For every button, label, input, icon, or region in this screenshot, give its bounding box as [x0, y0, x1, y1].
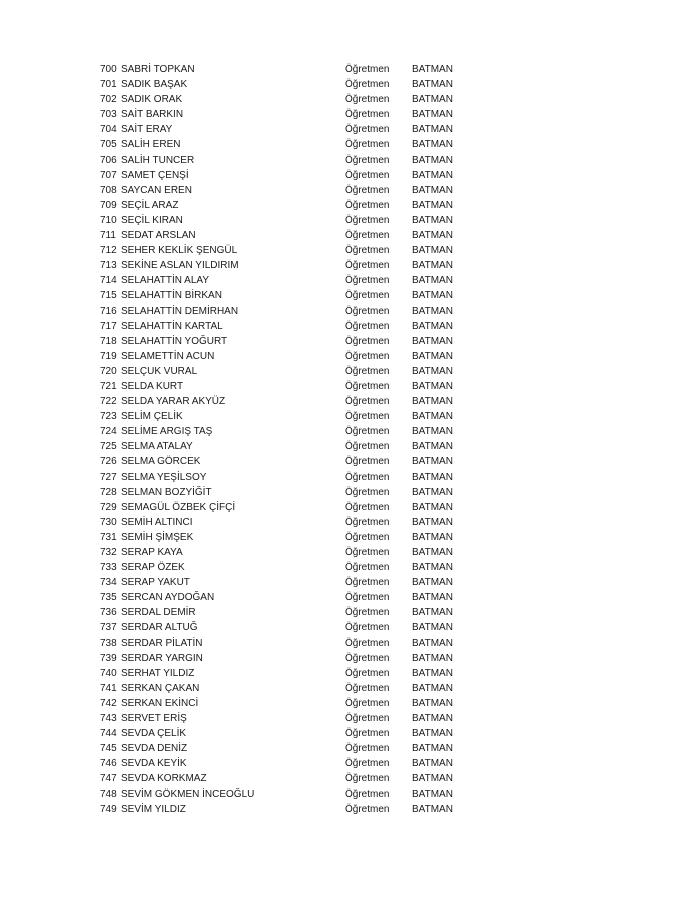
row-name: SERCAN AYDOĞAN [121, 592, 215, 604]
row-number: 714 [100, 275, 117, 287]
row-city: BATMAN [412, 486, 453, 498]
row-title: Öğretmen [345, 547, 390, 558]
row-city: BATMAN [412, 335, 453, 347]
row-number: 747 [100, 773, 117, 785]
row-number: 737 [100, 622, 117, 634]
row-city: BATMAN [412, 713, 453, 725]
row-title: Öğretmen [345, 501, 390, 513]
row-name: SEMAGÜL ÖZBEK ÇİFÇİ [121, 501, 236, 513]
row-name: SERDAR ALTUĞ [121, 622, 198, 634]
row-city: BATMAN [412, 109, 453, 121]
row-name: SEMİH ŞİMŞEK [121, 531, 194, 543]
table-row [100, 454, 470, 469]
row-name: SERAP KAYA [121, 547, 183, 558]
table-row [100, 107, 470, 122]
row-number: 716 [100, 305, 117, 317]
row-number: 749 [100, 803, 117, 815]
row-title: Öğretmen [345, 471, 390, 483]
row-number: 746 [100, 758, 117, 770]
row-number: 721 [100, 380, 117, 392]
row-name: SELDA YARAR AKYÜZ [121, 396, 226, 408]
row-title: Öğretmen [345, 380, 390, 392]
row-title: Öğretmen [345, 426, 390, 438]
row-number: 732 [100, 547, 117, 558]
row-number: 739 [100, 652, 117, 664]
row-name: SEÇİL ARAZ [121, 199, 179, 211]
row-title: Öğretmen [345, 94, 390, 106]
row-name: SELİME ARGIŞ TAŞ [121, 426, 213, 438]
row-title: Öğretmen [345, 456, 390, 468]
row-title: Öğretmen [345, 109, 390, 121]
table-row [100, 787, 470, 802]
table-row [100, 485, 470, 500]
table-row [100, 651, 470, 666]
table-row [100, 771, 470, 786]
table-row [100, 605, 470, 620]
row-title: Öğretmen [345, 441, 390, 453]
row-name: SEVDA KORKMAZ [121, 773, 207, 785]
row-title: Öğretmen [345, 697, 390, 709]
row-title: Öğretmen [345, 728, 390, 740]
row-title: Öğretmen [345, 562, 390, 574]
row-city: BATMAN [412, 622, 453, 634]
row-number: 725 [100, 441, 117, 453]
row-name: SALİH TUNCER [121, 154, 195, 166]
row-number: 701 [100, 79, 117, 91]
row-title: Öğretmen [345, 622, 390, 634]
row-city: BATMAN [412, 275, 453, 287]
row-title: Öğretmen [345, 335, 390, 347]
row-number: 744 [100, 728, 117, 740]
table-row [100, 153, 470, 168]
row-number: 728 [100, 486, 117, 498]
row-title: Öğretmen [345, 516, 390, 528]
row-number: 735 [100, 592, 117, 604]
row-name: SALİH EREN [121, 139, 181, 151]
row-city: BATMAN [412, 79, 453, 91]
row-name: SELAHATTİN BİRKAN [121, 290, 222, 302]
table-row [100, 409, 470, 424]
row-number: 724 [100, 426, 117, 438]
table-row [100, 319, 470, 334]
row-city: BATMAN [412, 396, 453, 408]
row-title: Öğretmen [345, 607, 390, 619]
row-name: SEÇİL KIRAN [121, 214, 183, 226]
row-number: 727 [100, 471, 117, 483]
row-number: 703 [100, 109, 117, 121]
row-number: 717 [100, 320, 117, 332]
row-city: BATMAN [412, 411, 453, 423]
row-city: BATMAN [412, 230, 453, 242]
row-title: Öğretmen [345, 652, 390, 664]
row-city: BATMAN [412, 169, 453, 181]
row-name: SERAP ÖZEK [121, 562, 185, 574]
row-number: 707 [100, 169, 117, 181]
row-city: BATMAN [412, 516, 453, 528]
row-city: BATMAN [412, 184, 453, 196]
row-city: BATMAN [412, 758, 453, 770]
row-title: Öğretmen [345, 305, 390, 317]
row-city: BATMAN [412, 637, 453, 649]
row-city: BATMAN [412, 592, 453, 604]
row-number: 740 [100, 667, 117, 679]
row-city: BATMAN [412, 788, 453, 800]
row-title: Öğretmen [345, 758, 390, 770]
row-name: SELİM ÇELİK [121, 411, 183, 423]
table-row [100, 620, 470, 635]
row-name: SELMA YEŞİLSOY [121, 471, 207, 483]
table-row [100, 258, 470, 273]
table-row [100, 379, 470, 394]
row-name: SELAHATTİN ALAY [121, 275, 209, 287]
row-title: Öğretmen [345, 245, 390, 257]
row-number: 738 [100, 637, 117, 649]
row-title: Öğretmen [345, 124, 390, 136]
row-city: BATMAN [412, 652, 453, 664]
table-row [100, 470, 470, 485]
row-city: BATMAN [412, 426, 453, 438]
row-city: BATMAN [412, 290, 453, 302]
row-title: Öğretmen [345, 154, 390, 166]
row-number: 742 [100, 697, 117, 709]
row-city: BATMAN [412, 365, 453, 377]
row-city: BATMAN [412, 697, 453, 709]
row-name: SABRİ TOPKAN [121, 64, 195, 75]
row-number: 723 [100, 411, 117, 423]
row-city: BATMAN [412, 531, 453, 543]
row-name: SEVDA DENİZ [121, 743, 188, 755]
row-name: SADIK BAŞAK [121, 79, 188, 91]
table-row [100, 92, 470, 107]
row-city: BATMAN [412, 260, 453, 272]
row-title: Öğretmen [345, 713, 390, 725]
row-name: SELAMETTİN ACUN [121, 350, 215, 362]
row-number: 743 [100, 713, 117, 725]
table-row [100, 424, 470, 439]
row-name: SEVİM GÖKMEN İNCEOĞLU [121, 788, 255, 800]
row-city: BATMAN [412, 380, 453, 392]
table-row [100, 213, 470, 228]
row-title: Öğretmen [345, 788, 390, 800]
row-name: SERKAN EKİNCİ [121, 697, 199, 709]
table-row [100, 711, 470, 726]
row-number: 733 [100, 562, 117, 574]
row-name: SAİT BARKIN [121, 109, 184, 121]
row-city: BATMAN [412, 154, 453, 166]
row-name: SAYCAN EREN [121, 184, 192, 196]
row-title: Öğretmen [345, 667, 390, 679]
row-city: BATMAN [412, 139, 453, 151]
row-title: Öğretmen [345, 214, 390, 226]
row-number: 730 [100, 516, 117, 528]
row-title: Öğretmen [345, 230, 390, 242]
row-city: BATMAN [412, 64, 453, 75]
row-city: BATMAN [412, 214, 453, 226]
row-title: Öğretmen [345, 260, 390, 272]
row-city: BATMAN [412, 199, 453, 211]
row-title: Öğretmen [345, 531, 390, 543]
table-row [100, 243, 470, 258]
table-row [100, 273, 470, 288]
row-number: 708 [100, 184, 117, 196]
row-name: SAMET ÇENŞİ [121, 169, 189, 181]
row-number: 715 [100, 290, 117, 302]
row-title: Öğretmen [345, 396, 390, 408]
row-title: Öğretmen [345, 199, 390, 211]
table-row [100, 228, 470, 243]
row-name: SELAHATTİN YOĞURT [121, 335, 228, 347]
row-city: BATMAN [412, 94, 453, 106]
row-number: 710 [100, 214, 117, 226]
row-name: SERHAT YILDIZ [121, 667, 195, 679]
row-number: 705 [100, 139, 117, 151]
table-row [100, 137, 470, 152]
row-city: BATMAN [412, 350, 453, 362]
row-number: 700 [100, 64, 117, 75]
row-city: BATMAN [412, 547, 453, 558]
table-row [100, 575, 470, 590]
table-row [100, 304, 470, 319]
row-name: SADIK ORAK [121, 94, 183, 106]
row-number: 731 [100, 531, 117, 543]
row-number: 748 [100, 788, 117, 800]
row-name: SERKAN ÇAKAN [121, 682, 200, 694]
table-row [100, 545, 470, 560]
row-number: 711 [100, 230, 116, 242]
table-row [100, 198, 470, 213]
row-city: BATMAN [412, 562, 453, 574]
row-title: Öğretmen [345, 64, 390, 75]
row-title: Öğretmen [345, 682, 390, 694]
row-number: 712 [100, 245, 117, 257]
row-name: SERVET ERİŞ [121, 713, 187, 725]
table-row [100, 334, 470, 349]
row-name: SEVİM YILDIZ [121, 803, 186, 815]
row-city: BATMAN [412, 441, 453, 453]
table-row [100, 500, 470, 515]
row-name: SEHER KEKLİK ŞENGÜL [121, 245, 238, 257]
row-title: Öğretmen [345, 350, 390, 362]
row-number: 726 [100, 456, 117, 468]
row-city: BATMAN [412, 245, 453, 257]
row-number: 741 [100, 682, 117, 694]
table-row [100, 62, 470, 77]
table-row [100, 636, 470, 651]
row-number: 745 [100, 743, 117, 755]
row-name: SERDAR YARGIN [121, 652, 203, 664]
row-title: Öğretmen [345, 773, 390, 785]
row-title: Öğretmen [345, 365, 390, 377]
row-city: BATMAN [412, 743, 453, 755]
row-name: SEVDA ÇELİK [121, 728, 187, 740]
table-row [100, 741, 470, 756]
table-row [100, 666, 470, 681]
row-city: BATMAN [412, 501, 453, 513]
table-row [100, 77, 470, 92]
row-name: SELMA GÖRCEK [121, 456, 201, 468]
row-city: BATMAN [412, 728, 453, 740]
row-city: BATMAN [412, 471, 453, 483]
row-city: BATMAN [412, 803, 453, 815]
row-number: 734 [100, 577, 117, 589]
row-title: Öğretmen [345, 79, 390, 91]
row-city: BATMAN [412, 773, 453, 785]
row-city: BATMAN [412, 305, 453, 317]
row-city: BATMAN [412, 607, 453, 619]
row-title: Öğretmen [345, 592, 390, 604]
table-row [100, 364, 470, 379]
row-name: SEMİH ALTINCI [121, 516, 193, 528]
table-row [100, 288, 470, 303]
row-number: 713 [100, 260, 117, 272]
row-city: BATMAN [412, 667, 453, 679]
row-number: 722 [100, 396, 117, 408]
row-number: 704 [100, 124, 117, 136]
row-name: SERDAR PİLATİN [121, 637, 203, 649]
row-name: SERAP YAKUT [121, 577, 190, 589]
row-title: Öğretmen [345, 320, 390, 332]
table-row [100, 726, 470, 741]
row-name: SELAHATTİN DEMİRHAN [121, 305, 239, 317]
table-row [100, 696, 470, 711]
row-name: SELÇUK VURAL [121, 365, 198, 377]
table-row [100, 681, 470, 696]
row-city: BATMAN [412, 577, 453, 589]
table-row [100, 560, 470, 575]
row-title: Öğretmen [345, 275, 390, 287]
row-number: 729 [100, 501, 117, 513]
row-name: SELDA KURT [121, 380, 184, 392]
table-row [100, 530, 470, 545]
table-row [100, 756, 470, 771]
row-name: SEDAT ARSLAN [121, 230, 196, 242]
row-title: Öğretmen [345, 637, 390, 649]
row-name: SEKİNE ASLAN YILDIRIM [121, 260, 239, 272]
row-number: 702 [100, 94, 117, 106]
row-number: 720 [100, 365, 117, 377]
row-number: 736 [100, 607, 117, 619]
row-name: SELMAN BOZYİĞİT [121, 486, 212, 498]
row-title: Öğretmen [345, 411, 390, 423]
table-row [100, 394, 470, 409]
row-title: Öğretmen [345, 169, 390, 181]
row-name: SEVDA KEYİK [121, 758, 187, 770]
row-number: 706 [100, 154, 117, 166]
table-row [100, 515, 470, 530]
table-row [100, 183, 470, 198]
teacher-list [100, 62, 470, 817]
row-number: 719 [100, 350, 117, 362]
row-title: Öğretmen [345, 743, 390, 755]
row-title: Öğretmen [345, 577, 390, 589]
row-city: BATMAN [412, 456, 453, 468]
table-row [100, 349, 470, 364]
table-row [100, 802, 470, 817]
table-row [100, 590, 470, 605]
table-row [100, 168, 470, 183]
row-number: 718 [100, 335, 117, 347]
row-city: BATMAN [412, 124, 453, 136]
table-row [100, 122, 470, 137]
table-row [100, 439, 470, 454]
row-name: SELAHATTİN KARTAL [121, 320, 223, 332]
row-city: BATMAN [412, 682, 453, 694]
row-name: SAİT ERAY [121, 124, 173, 136]
row-title: Öğretmen [345, 184, 390, 196]
row-title: Öğretmen [345, 486, 390, 498]
row-title: Öğretmen [345, 803, 390, 815]
row-title: Öğretmen [345, 290, 390, 302]
row-title: Öğretmen [345, 139, 390, 151]
row-number: 709 [100, 199, 117, 211]
row-city: BATMAN [412, 320, 453, 332]
row-name: SELMA ATALAY [121, 441, 193, 453]
row-name: SERDAL DEMİR [121, 607, 196, 619]
